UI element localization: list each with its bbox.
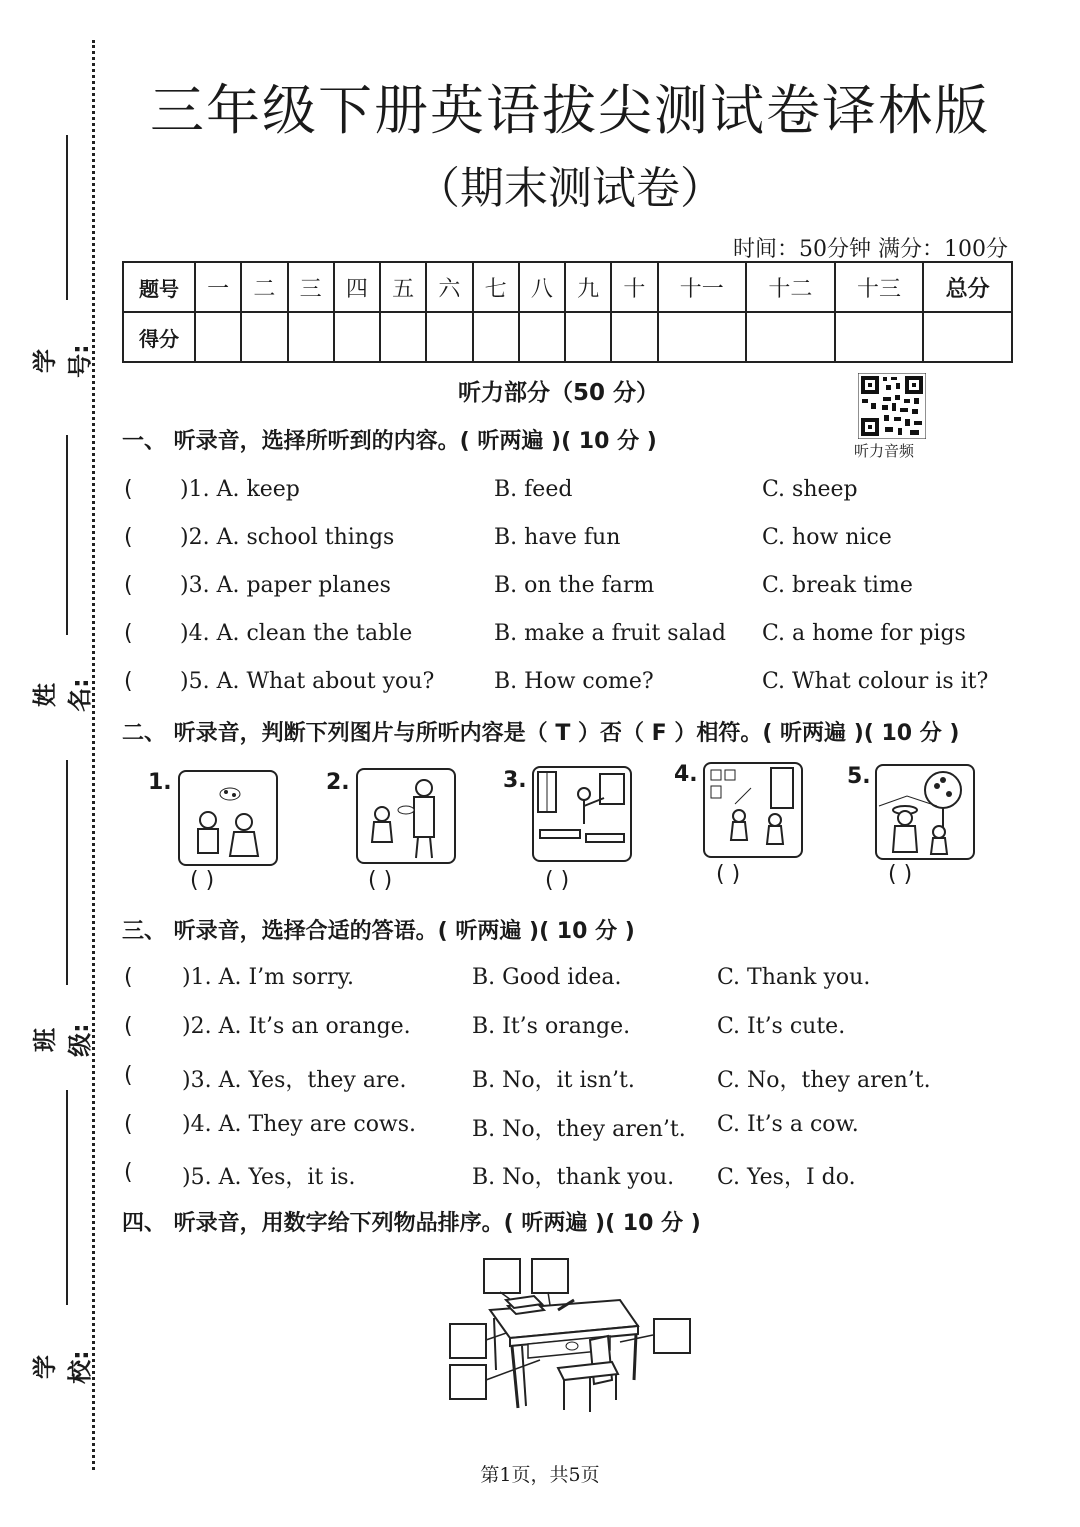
score-col: 二 — [241, 262, 287, 312]
option-c: C. What colour is it? — [762, 669, 989, 694]
option-a: )3. A. Yes，they are. — [182, 1068, 407, 1093]
answer-paren[interactable]: ( — [124, 1160, 133, 1185]
score-cell[interactable] — [565, 312, 611, 362]
score-table-header-row — [123, 262, 1012, 312]
page-title: 三年级下册英语拔尖测试卷译林版 — [150, 79, 990, 142]
section4-title: 四、 听录音，用数字给下列物品排序。( 听两遍 )( 10 分 ) — [122, 1211, 701, 1236]
answer-paren[interactable]: ( ) — [716, 862, 741, 887]
section3-question — [122, 1112, 1002, 1146]
class-label: 班级: — [31, 1023, 94, 1057]
score-table-row-label: 题号 — [123, 262, 195, 312]
score-col: 五 — [380, 262, 426, 312]
answer-paren[interactable]: ( — [124, 477, 133, 502]
score-cell[interactable] — [658, 312, 747, 362]
answer-paren[interactable]: ( — [124, 1063, 133, 1088]
picture-number: 4. — [674, 762, 698, 787]
score-col: 八 — [519, 262, 565, 312]
option-b: B. No，it isn’t. — [472, 1068, 635, 1093]
answer-paren[interactable]: ( — [124, 669, 133, 694]
section1-question — [122, 621, 1002, 655]
answer-paren[interactable]: ( — [124, 525, 133, 550]
student-no-line[interactable] — [66, 135, 68, 300]
section1-question — [122, 477, 1002, 511]
score-col: 十一 — [658, 262, 747, 312]
score-cell[interactable] — [334, 312, 380, 362]
option-a: )4. A. They are cows. — [182, 1112, 417, 1137]
score-cell[interactable] — [746, 312, 835, 362]
score-col: 十三 — [835, 262, 924, 312]
score-cell[interactable] — [288, 312, 334, 362]
picture-number: 2. — [326, 770, 350, 795]
score-table-score-row — [123, 312, 1012, 362]
answer-paren[interactable]: ( ) — [368, 868, 393, 893]
picture-2-girl-woman — [356, 768, 456, 864]
section3-question — [122, 1063, 1002, 1097]
name-line[interactable] — [66, 435, 68, 635]
option-a: )1. A. keep — [180, 477, 300, 502]
option-a: )5. A. Yes，it is. — [182, 1165, 356, 1190]
score-cell[interactable] — [473, 312, 519, 362]
desk-and-chair-illustration — [440, 1250, 700, 1420]
option-b: B. How come? — [494, 669, 654, 694]
name-label: 姓名: — [31, 678, 94, 712]
picture-number: 1. — [148, 770, 172, 795]
score-col: 一 — [195, 262, 241, 312]
option-c: C. Thank you. — [717, 965, 871, 990]
score-cell[interactable] — [519, 312, 565, 362]
score-col: 七 — [473, 262, 519, 312]
answer-paren[interactable]: ( ) — [888, 862, 913, 887]
page-subtitle: （期末测试卷） — [416, 163, 724, 214]
class-line[interactable] — [66, 760, 68, 985]
picture-number: 5. — [847, 764, 871, 789]
option-c: C. Yes，I do. — [717, 1165, 856, 1190]
girl-and-woman-icon — [358, 770, 454, 862]
classroom-icon — [534, 768, 630, 860]
orchard-icon — [877, 766, 973, 858]
score-col: 六 — [426, 262, 472, 312]
option-c: C. how nice — [762, 525, 892, 550]
option-c: C. break time — [762, 573, 913, 598]
score-cell[interactable] — [195, 312, 241, 362]
school-label: 学校: — [31, 1350, 94, 1384]
score-col-total: 总分 — [923, 262, 1012, 312]
option-c: C. sheep — [762, 477, 858, 502]
score-cell[interactable] — [611, 312, 657, 362]
section3-question — [122, 1160, 1002, 1194]
option-c: C. It’s a cow. — [717, 1112, 859, 1137]
option-a: )1. A. I’m sorry. — [182, 965, 355, 990]
option-b: B. Good idea. — [472, 965, 622, 990]
section2-title: 二、 听录音，判断下列图片与所听内容是（ T ）否（ F ）相符。( 听两遍 )( 10 分 ) — [122, 721, 960, 746]
qr-code-icon[interactable] — [858, 373, 926, 439]
answer-paren[interactable]: ( ) — [190, 868, 215, 893]
score-col: 十 — [611, 262, 657, 312]
score-col: 三 — [288, 262, 334, 312]
score-table-row-label: 得分 — [123, 312, 195, 362]
page-footer: 第1页，共5页 — [480, 1464, 600, 1486]
option-a: )5. A. What about you? — [180, 669, 435, 694]
answer-paren[interactable]: ( — [124, 1014, 133, 1039]
picture-5-tree-kids — [875, 764, 975, 860]
option-b: B. feed — [494, 477, 573, 502]
student-no-label: 学号: — [31, 344, 94, 378]
score-col: 四 — [334, 262, 380, 312]
answer-paren[interactable]: ( — [124, 1112, 133, 1137]
score-cell[interactable] — [426, 312, 472, 362]
option-c: C. a home for pigs — [762, 621, 966, 646]
option-c: C. It’s cute. — [717, 1014, 846, 1039]
picture-4-kids-wall — [703, 762, 803, 858]
school-line[interactable] — [66, 1090, 68, 1305]
option-a: )2. A. It’s an orange. — [182, 1014, 411, 1039]
section1-question — [122, 573, 1002, 607]
picture-number: 3. — [503, 768, 527, 793]
section3-question — [122, 965, 1002, 999]
answer-paren[interactable]: ( — [124, 965, 133, 990]
time-info: 时间：50分钟 满分：100分 — [733, 237, 1008, 262]
option-b: B. No，they aren’t. — [472, 1117, 686, 1142]
option-b: B. on the farm — [494, 573, 655, 598]
listening-heading: 听力部分（50 分） — [458, 380, 660, 406]
kids-talking-icon — [180, 772, 276, 864]
option-b: B. make a fruit salad — [494, 621, 726, 646]
picture-1-kids-cow — [178, 770, 278, 866]
option-b: B. It’s orange. — [472, 1014, 631, 1039]
score-cell[interactable] — [241, 312, 287, 362]
option-a: )4. A. clean the table — [180, 621, 413, 646]
score-cell[interactable] — [380, 312, 426, 362]
answer-paren[interactable]: ( ) — [545, 868, 570, 893]
section1-question — [122, 525, 1002, 559]
option-b: B. No，thank you. — [472, 1165, 675, 1190]
section1-question — [122, 669, 1002, 703]
score-col: 十二 — [746, 262, 835, 312]
score-table — [122, 261, 1013, 363]
section3-question — [122, 1014, 1002, 1048]
answer-paren[interactable]: ( — [124, 573, 133, 598]
option-a: )2. A. school things — [180, 525, 395, 550]
section1-title: 一、 听录音，选择所听到的内容。( 听两遍 )( 10 分 ) — [122, 429, 657, 454]
score-cell-total[interactable] — [923, 312, 1012, 362]
option-a: )3. A. paper planes — [180, 573, 391, 598]
kids-pointing-icon — [705, 764, 801, 856]
option-b: B. have fun — [494, 525, 621, 550]
picture-3-classroom — [532, 766, 632, 862]
qr-label: 听力音频 — [854, 442, 915, 460]
answer-paren[interactable]: ( — [124, 621, 133, 646]
section3-title: 三、 听录音，选择合适的答语。( 听两遍 )( 10 分 ) — [122, 919, 635, 944]
option-c: C. No，they aren’t. — [717, 1068, 931, 1093]
score-col: 九 — [565, 262, 611, 312]
score-cell[interactable] — [835, 312, 924, 362]
binding-dotted-line — [92, 40, 95, 1470]
